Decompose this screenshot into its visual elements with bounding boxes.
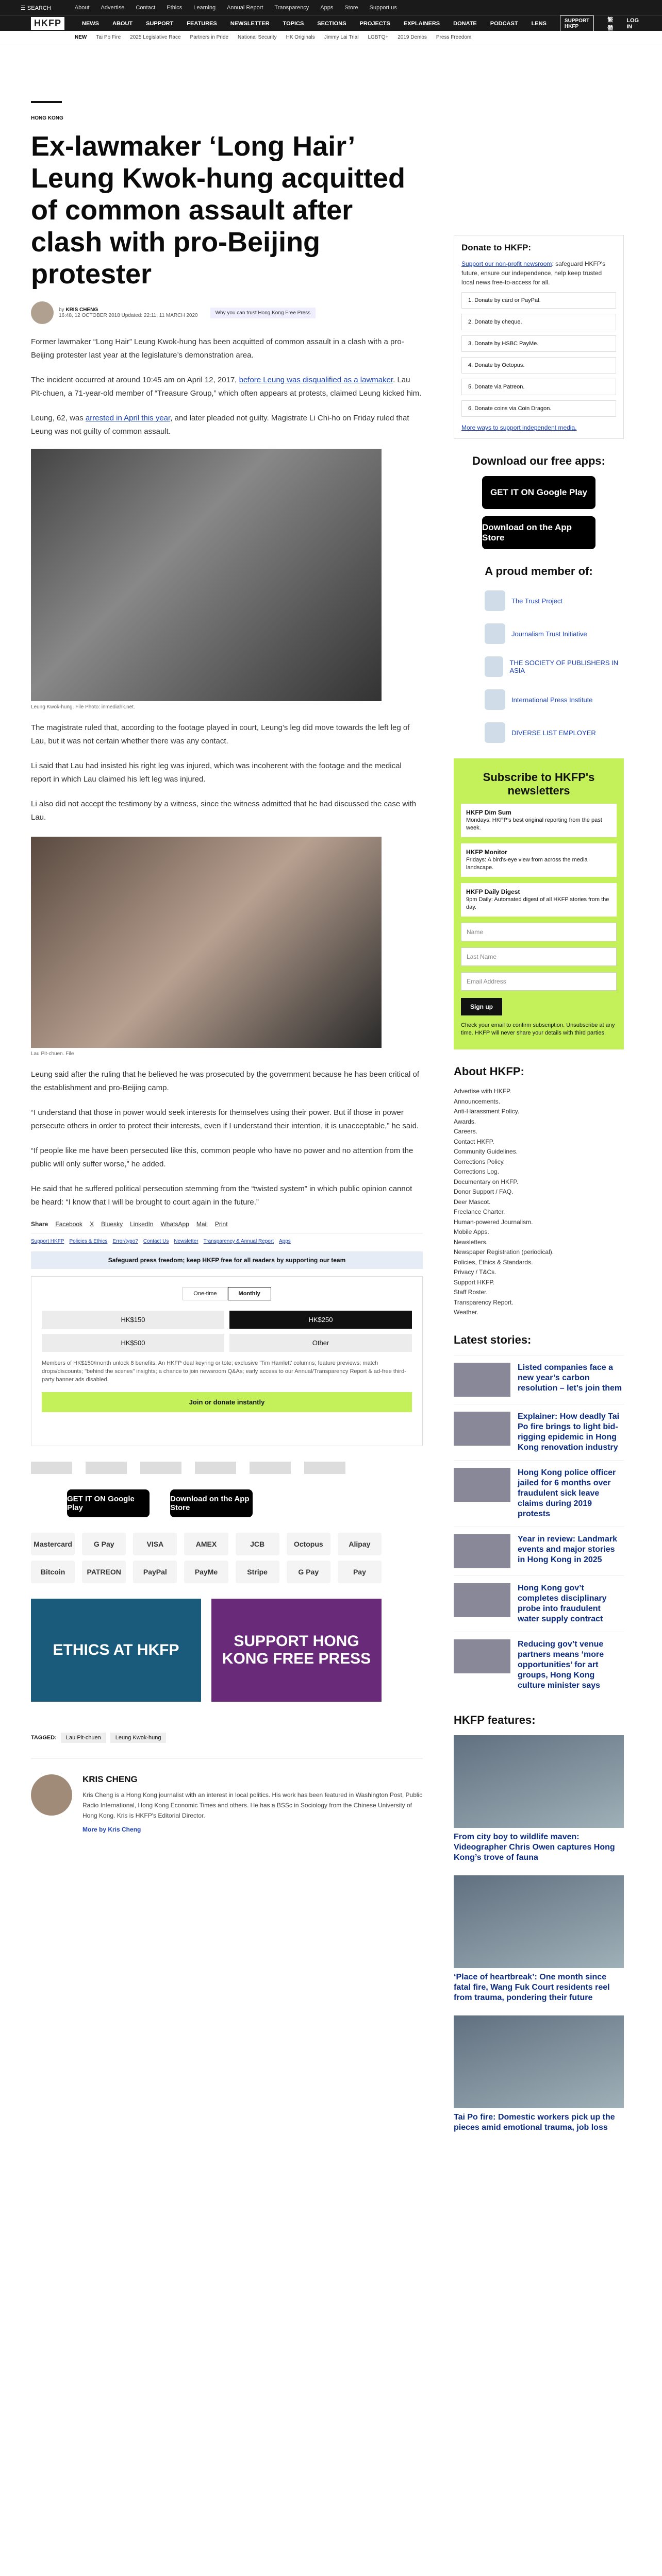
about-link[interactable]: Advertise with HKFP. (454, 1088, 511, 1095)
paragraph: “I understand that those in power would seek interests for themselves using their power. But if those in power persecute others in order to protect their interests, even if I understand their intention, it is unacceptable,” he said. (31, 1108, 419, 1130)
newsletter-note: Check your email to confirm subscription. Unsubscribe at any time. HKFP will never share your details with third parties. (461, 1022, 615, 1036)
story-thumbnail (454, 1534, 510, 1568)
tags (31, 1733, 423, 1743)
newsletter-option[interactable]: HKFP Daily Digest 9pm Daily: Automated digest of all HKFP stories from the day. (461, 883, 617, 917)
member-org[interactable]: DIVERSE LIST EMPLOYER (485, 722, 624, 743)
paragraph: Leung, 62, was arrested in April this year, and later pleaded not guilty. Magistrate Li Chi-ho on Friday ruled that Leung was not guilty of common assault. (31, 414, 409, 436)
nav-news[interactable]: NEWS (82, 20, 99, 27)
trust-badges (31, 1462, 423, 1474)
nav-about[interactable]: ABOUT (112, 20, 133, 27)
nav-support[interactable]: SUPPORT (146, 20, 174, 27)
app-store-button[interactable]: Download on the App Store (170, 1489, 253, 1517)
payment-logo: JCB (236, 1533, 279, 1555)
feature-item[interactable]: ‘Place of heartbreak’: One month since fatal fire, Wang Fuk Court residents reel from trauma, pondering their future (454, 1875, 624, 2003)
trending-link[interactable]: Jimmy Lai Trial (324, 35, 359, 40)
article-title: Ex-lawmaker ‘Long Hair’ Leung Kwok-hung acquitted of common assault after clash with pro-Beijing protester (31, 131, 405, 290)
join-button[interactable]: Join or donate instantly (42, 1392, 412, 1412)
nav-podcast[interactable]: PODCAST (490, 20, 518, 27)
amount-options (42, 1311, 412, 1352)
article-body (31, 335, 423, 1209)
main-nav (0, 15, 662, 31)
donate-option[interactable]: 6. Donate coins via Coin Dragon. (461, 400, 616, 417)
feature-image (454, 1735, 624, 1828)
story-thumbnail (454, 1363, 510, 1397)
latest-item[interactable]: Year in review: Landmark events and major stories in Hong Kong in 2025 (454, 1527, 624, 1575)
features-heading: HKFP features: (454, 1713, 536, 1726)
latest-item[interactable]: Hong Kong gov’t completes disciplinary probe into fraudulent water supply contract (454, 1575, 624, 1632)
about-link[interactable]: Awards. (454, 1117, 476, 1125)
share-print[interactable]: Print (214, 1221, 228, 1228)
top-link[interactable]: Transparency (274, 5, 309, 11)
about-link[interactable]: Careers. (454, 1128, 478, 1135)
about-link[interactable]: Documentary on HKFP. (454, 1178, 519, 1185)
about-link[interactable]: Anti-Harassment Policy. (454, 1108, 520, 1115)
support-banner[interactable]: SUPPORT HONG KONG FREE PRESS (211, 1599, 382, 1702)
share-bluesky[interactable]: Bluesky (101, 1221, 123, 1228)
tag-link[interactable]: Lau Pit-chuen (61, 1733, 106, 1743)
donate-option[interactable]: 4. Donate by Octopus. (461, 357, 616, 374)
donate-option[interactable]: 3. Donate by HSBC PayMe. (461, 335, 616, 352)
donate-widget (31, 1276, 423, 1446)
trending-link[interactable]: Tai Po Fire (96, 35, 121, 40)
trending-link[interactable]: Partners in Pride (190, 35, 229, 40)
top-link[interactable]: Contact (136, 5, 156, 11)
byline (31, 301, 423, 324)
nav-sections[interactable]: SECTIONS (317, 20, 346, 27)
paragraph: “If people like me have been persecuted like this, common people who have no power and no attention from the public will only suffer worse,” he added. (31, 1146, 413, 1168)
name-field[interactable]: Name (461, 923, 617, 941)
amount-option[interactable]: HK$150 (42, 1311, 224, 1329)
trending-link[interactable]: 2025 Legislative Race (130, 35, 181, 40)
more-by-author-link[interactable]: More by Kris Cheng (82, 1826, 141, 1833)
payment-logo: Mastercard (31, 1533, 75, 1555)
share-linkedin[interactable]: LinkedIn (130, 1221, 154, 1228)
paragraph: Li also did not accept the testimony by a witness, since the witness admitted that he had discussed the case with Lau. (31, 800, 417, 822)
latest-item[interactable]: Hong Kong police officer jailed for 6 months over fraudulent sick leave claims during 2019 protests (454, 1460, 624, 1527)
paragraph: Li said that Lau had insisted his right leg was injured, which was incoherent with the footage and the medical report in which Lau claimed his left leg was injured. (31, 761, 402, 784)
category-kicker[interactable]: HONG KONG (31, 101, 62, 121)
latest-heading: Latest stories: (454, 1333, 532, 1346)
trending-link[interactable]: 2019 Demos (398, 35, 427, 40)
donate-panel (454, 235, 624, 439)
payment-logo: Stripe (236, 1561, 279, 1583)
support-link[interactable]: Support our non-profit newsroom (461, 260, 552, 267)
article-photo (31, 449, 382, 701)
latest-item[interactable]: Listed companies face a new year’s carbon resolution – let’s join them (454, 1355, 624, 1404)
safeguard-banner[interactable]: Safeguard press freedom; keep HKFP free for all readers by supporting our team (31, 1251, 423, 1269)
trending-link[interactable]: Press Freedom (436, 35, 472, 40)
app-store-button[interactable]: Download on the App Store (482, 516, 595, 549)
amount-option[interactable]: HK$500 (42, 1334, 224, 1352)
nav-lens[interactable]: LENS (531, 20, 547, 27)
nav-newsletter[interactable]: NEWSLETTER (230, 20, 270, 27)
inline-link[interactable]: arrested in April this year (85, 414, 171, 422)
site-logo[interactable] (31, 17, 64, 30)
amount-option[interactable]: HK$250 (229, 1311, 412, 1329)
author-link[interactable]: KRIS CHENG (65, 307, 98, 313)
newsletter-option[interactable]: HKFP Dim Sum Mondays: HKFP's best original reporting from the past week. (461, 804, 617, 837)
about-link[interactable]: Corrections Log. (454, 1168, 500, 1175)
about-link[interactable]: Privacy / T&Cs. (454, 1268, 496, 1276)
payment-logo: Octopus (287, 1533, 330, 1555)
about-link[interactable]: Donor Support / FAQ. (454, 1188, 514, 1195)
amount-option[interactable]: Other (229, 1334, 412, 1352)
frequency-toggle (42, 1287, 412, 1300)
top-link[interactable]: Advertise (101, 5, 125, 11)
payment-logo: PATREON (82, 1561, 126, 1583)
paragraph: Former lawmaker “Long Hair” Leung Kwok-hung has been acquitted of common assault in a clash with a pro-Beijing protester last year at the legislature’s demonstration area. (31, 337, 404, 360)
story-thumbnail (454, 1468, 510, 1502)
top-link[interactable]: About (74, 5, 90, 11)
ethics-banner[interactable]: ETHICS AT HKFP (31, 1599, 201, 1702)
nav-donate[interactable]: DONATE (453, 20, 477, 27)
new-label: NEW (75, 35, 87, 40)
payment-logo: AMEX (184, 1533, 228, 1555)
nav-topics[interactable]: TOPICS (283, 20, 304, 27)
top-link[interactable]: Apps (320, 5, 334, 11)
feature-image (454, 2015, 624, 2108)
top-link[interactable]: Annual Report (227, 5, 263, 11)
google-play-button[interactable]: GET IT ON Google Play (67, 1489, 150, 1517)
top-link[interactable]: Learning (193, 5, 216, 11)
badge-logo (250, 1462, 291, 1474)
nav-projects[interactable]: PROJECTS (359, 20, 390, 27)
member-org[interactable]: International Press Institute (485, 689, 624, 710)
tags-label: TAGGED: (31, 1735, 57, 1741)
monthly-tab[interactable]: Monthly (228, 1287, 271, 1300)
about-link[interactable]: Newspaper Registration (periodical). (454, 1248, 554, 1256)
about-link[interactable]: Weather. (454, 1309, 478, 1316)
newsletter-option[interactable]: HKFP Monitor Fridays: A bird's-eye view from across the media landscape. (461, 843, 617, 877)
about-link[interactable]: Support HKFP. (454, 1278, 495, 1286)
footer-link[interactable]: Policies & Ethics (69, 1239, 108, 1244)
share-whatsapp[interactable]: WhatsApp (160, 1221, 189, 1228)
feature-item[interactable]: From city boy to wildlife maven: Videographer Chris Owen captures Hong Kong’s trove of fauna (454, 1735, 624, 1863)
signup-button[interactable]: Sign up (461, 998, 502, 1015)
about-link[interactable]: Contact HKFP. (454, 1138, 494, 1145)
story-thumbnail (454, 1412, 510, 1446)
author-name[interactable]: KRIS CHENG (82, 1774, 138, 1784)
sidebar (454, 44, 624, 2145)
top-links (75, 5, 397, 11)
story-thumbnail (454, 1639, 510, 1673)
promo-banners (31, 1599, 423, 1702)
share-facebook[interactable]: Facebook (55, 1221, 83, 1228)
author-avatar (31, 301, 54, 324)
badge-logo (31, 1462, 72, 1474)
paragraph: The incident occurred at around 10:45 am on April 12, 2017, before Leung was disqualified as a lawmaker. Lau Pit-chuen, a 71-year-old member of “Treasure Group,” which often appears at protests, claimed Leung kicked him. (31, 376, 422, 398)
about-link[interactable]: Mobile Apps. (454, 1228, 489, 1235)
payment-logo: G Pay (82, 1533, 126, 1555)
about-link[interactable]: Newsletters. (454, 1238, 488, 1246)
byline-prefix: by (59, 307, 64, 313)
badge-logo (195, 1462, 236, 1474)
donate-option[interactable]: 5. Donate via Patreon. (461, 379, 616, 395)
footer-link[interactable]: Newsletter (174, 1239, 198, 1244)
tag-link[interactable]: Leung Kwok-hung (110, 1733, 167, 1743)
about-link[interactable]: Community Guidelines. (454, 1148, 518, 1155)
about-link[interactable]: Announcements. (454, 1097, 501, 1105)
footer-link[interactable]: Contact Us (143, 1239, 169, 1244)
support-button[interactable]: SUPPORT HKFP (560, 15, 594, 32)
nav-features[interactable]: FEATURES (187, 20, 217, 27)
badge-logo (304, 1462, 345, 1474)
member-benefits: Members of HK$150/month unlock 8 benefits: An HKFP deal keyring or tote; exclusive 'Tim Hamlett' columns; feature previews; match drops/discounts; "behind the scenes" insights; a chance to join newsroom Q&As; early access to our Annual/Transparency Report & ad-free third-party banner ads disabled. (42, 1360, 406, 1383)
badge-logo (86, 1462, 127, 1474)
paragraph: Leung said after the ruling that he believed he was prosecuted by the government because he has been critical of the establishment and pro-Beijing camp. (31, 1070, 419, 1092)
latest-stories (454, 1355, 624, 1698)
app-buttons (31, 1489, 423, 1517)
trending-link[interactable]: HK Originals (286, 35, 315, 40)
trending-link[interactable]: LGBTQ+ (368, 35, 389, 40)
payment-logo: VISA (133, 1533, 177, 1555)
email-field[interactable]: Email Address (461, 972, 617, 991)
member-org[interactable]: Journalism Trust Initiative (485, 623, 624, 644)
paragraph: The magistrate ruled that, according to the footage played in court, Leung’s leg did move towards the left leg of Lau, but it was not certain whether there was any contact. (31, 723, 410, 745)
last-name-field[interactable]: Last Name (461, 947, 617, 966)
payment-logo: Alipay (338, 1533, 382, 1555)
more-ways-link[interactable]: More ways to support independent media. (461, 424, 577, 431)
top-link[interactable]: Store (344, 5, 358, 11)
author-bio: Kris Cheng is a Hong Kong journalist with an interest in local politics. His work has been featured in Washington Post, Public Radio International, Hong Kong Economic Times and others. He has a BSSc in Sociology from the Chinese University of Hong Kong. Kris is HKFP's Editorial Director. (82, 1791, 423, 1819)
article-photo (31, 837, 382, 1048)
nav-explainers[interactable]: EXPLAINERS (403, 20, 440, 27)
about-list (454, 1087, 624, 1318)
search-icon[interactable]: ☰ SEARCH (21, 5, 51, 11)
about-link[interactable]: Human-powered Journalism. (454, 1218, 533, 1226)
inline-link[interactable]: before Leung was disqualified as a lawmaker (239, 376, 393, 384)
article (31, 44, 423, 2145)
payment-logo: PayMe (184, 1561, 228, 1583)
share-bar (31, 1221, 423, 1233)
footer-link[interactable]: Apps (278, 1239, 291, 1244)
story-thumbnail (454, 1583, 510, 1617)
footer-link[interactable]: Transparency & Annual Report (203, 1239, 274, 1244)
footer-link[interactable]: Error/typo? (112, 1239, 138, 1244)
feature-item[interactable]: Tai Po fire: Domestic workers pick up the pieces amid emotional trauma, job loss (454, 2015, 624, 2133)
feature-image (454, 1875, 624, 1968)
donate-text: Support our non-profit newsroom: safeguard HKFP's future, ensure our independence, help keep trusted local news free-to-access for all. (461, 260, 606, 286)
paragraph: He said that he suffered political persecution stemming from the “twisted system” in which public opinion cannot be heard: “I know that I will be brought to court again in the future.” (31, 1184, 412, 1207)
donate-heading: Donate to HKFP: (461, 243, 532, 252)
share-mail[interactable]: Mail (196, 1221, 208, 1228)
about-link[interactable]: Corrections Policy. (454, 1158, 505, 1165)
photo-caption: Lau Pit-chuen. File (31, 1051, 74, 1057)
member-org[interactable]: The Trust Project (485, 590, 624, 611)
about-link[interactable]: Deer Mascot. (454, 1198, 491, 1206)
trending-link[interactable]: National Security (238, 35, 277, 40)
newsletter-heading: Subscribe to HKFP's newsletters (483, 771, 595, 797)
logo-box: HKFP (31, 17, 64, 30)
author-box (31, 1758, 423, 1833)
latest-item[interactable]: Explainer: How deadly Tai Po fire brings to light bid-rigging epidemic in Hong Kong renovation industry (454, 1404, 624, 1460)
photo-caption: Leung Kwok-hung. File Photo: inmediahk.net. (31, 704, 135, 710)
top-bar (0, 0, 662, 15)
trust-link[interactable]: Why you can trust Hong Kong Free Press (210, 308, 316, 318)
share-label: Share (31, 1221, 48, 1228)
lang-toggle[interactable]: 繁體 (607, 16, 614, 31)
article-dates: 16:48, 12 OCTOBER 2018 Updated: 22:11, 11 MARCH 2020 (59, 313, 198, 318)
share-x[interactable]: X (90, 1221, 94, 1228)
trending-bar (0, 31, 662, 44)
payment-methods (31, 1533, 382, 1583)
newsletter-panel (454, 758, 624, 1049)
top-link[interactable]: Support us (369, 5, 397, 11)
payment-logo: G Pay (287, 1561, 330, 1583)
about-link[interactable]: Staff Roster. (454, 1289, 488, 1296)
payment-logo: Pay (338, 1561, 382, 1583)
donate-option[interactable]: 2. Donate by cheque. (461, 314, 616, 330)
article-footer-links (31, 1239, 423, 1244)
login-link[interactable]: LOG IN (626, 17, 639, 30)
google-play-button[interactable]: GET IT ON Google Play (482, 476, 595, 509)
footer-link[interactable]: Support HKFP (31, 1239, 64, 1244)
top-link[interactable]: Ethics (167, 5, 183, 11)
member-org[interactable]: THE SOCIETY OF PUBLISHERS IN ASIA (485, 656, 624, 677)
payment-logo: PayPal (133, 1561, 177, 1583)
donate-option[interactable]: 1. Donate by card or PayPal. (461, 292, 616, 309)
about-link[interactable]: Policies, Ethics & Standards. (454, 1258, 533, 1266)
badge-logo (140, 1462, 181, 1474)
about-link[interactable]: Freelance Charter. (454, 1208, 505, 1215)
about-heading: About HKFP: (454, 1065, 524, 1078)
apps-heading: Download our free apps: (472, 454, 605, 467)
payment-logo: Bitcoin (31, 1561, 75, 1583)
author-avatar (31, 1774, 72, 1816)
about-link[interactable]: Transparency Report. (454, 1298, 514, 1306)
latest-item[interactable]: Reducing gov’t venue partners means ‘more opportunities’ for art groups, Hong Kong culture minister says (454, 1632, 624, 1698)
member-heading: A proud member of: (485, 565, 593, 578)
one-time-tab[interactable]: One-time (183, 1287, 227, 1300)
